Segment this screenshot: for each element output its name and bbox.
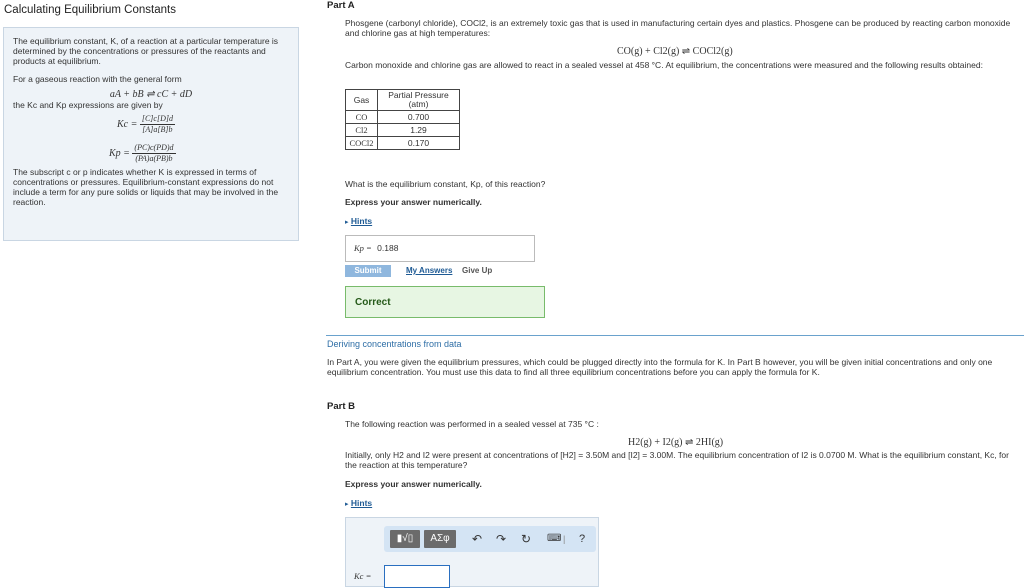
part-a-question: What is the equilibrium constant, Kp, of this reaction? <box>345 179 546 189</box>
sidebar-title: Calculating Equilibrium Constants <box>4 4 176 16</box>
symbols-button[interactable]: ΑΣφ <box>424 530 456 548</box>
my-answers-link[interactable]: My Answers <box>406 266 453 275</box>
kp-fraction <box>132 143 175 164</box>
table-row <box>346 137 460 150</box>
section-text: In Part A, you were given the equilibrium pressures, which could be plugged directly into the formula for K. In Part B however, you will be given initial concentrations and only one equilibrium concentration. You must use this data to find all three equilibrium concentrations before you can apply the formula for K. <box>327 357 993 377</box>
general-equation: aA + bB ⇌ cC + dD <box>109 89 193 100</box>
part-b-title: Part B <box>327 401 355 412</box>
help-button[interactable]: ? <box>579 533 586 545</box>
partial-pressure-table <box>345 89 460 150</box>
part-b-hints-toggle[interactable] <box>345 498 372 508</box>
part-a-answer-box <box>345 235 535 262</box>
part-a-instruction: Express your answer numerically. <box>345 197 482 207</box>
intro-paragraph-1: The equilibrium constant, K, of a reaction at a particular temperature is determined by the concentrations or pressures of the reactants and products at equilibrium. <box>13 36 279 66</box>
kp-lhs: Kp = <box>109 147 130 159</box>
part-a-hints-toggle[interactable] <box>345 216 372 226</box>
part-a-answer-value: 0.188 <box>377 243 399 253</box>
intro-paragraph-3: the Kc and Kp expressions are given by <box>13 100 163 110</box>
part-a-title: Part A <box>327 0 355 11</box>
part-b-answer-editor <box>345 517 599 587</box>
section-divider <box>326 335 1024 336</box>
table-cell-pressure: 1.29 <box>378 124 460 137</box>
intro-paragraph-4: The subscript c or p indicates whether K is expressed in terms of concentrations or pressures. Equilibrium-constant expressions do not include a term for any pure solids or liquids that may be involved in the reaction. <box>13 167 279 207</box>
table-header-pressure: Partial Pressure (atm) <box>378 90 460 111</box>
part-b-hints-link[interactable]: Hints <box>350 498 373 508</box>
caret-right-icon: ▸ <box>345 219 349 226</box>
part-a-answer-label: Kp = <box>354 243 372 253</box>
part-a-intro: Phosgene (carbonyl chloride), COCl2, is an extremely toxic gas that is used in manufacturing certain dyes and plastics. Phosgene can be produced by reacting carbon monoxide and chlorine gas at high temperatures: <box>345 18 1011 38</box>
kp-denominator: (PA)a(PB)b <box>135 154 173 163</box>
table-cell-pressure: 0.170 <box>378 137 460 150</box>
table-header-gas: Gas <box>346 90 378 111</box>
kc-lhs: Kc = <box>117 118 138 130</box>
give-up-link[interactable]: Give Up <box>462 266 493 275</box>
caret-right-icon: ▸ <box>345 501 349 508</box>
kc-denominator: [A]a[B]b <box>142 125 173 134</box>
section-title: Deriving concentrations from data <box>327 339 462 349</box>
kc-expression <box>13 114 289 135</box>
part-a-submit-button[interactable]: Submit <box>345 265 391 277</box>
part-a-hints-link[interactable]: Hints <box>350 216 373 226</box>
undo-icon[interactable]: ↶ <box>472 532 483 546</box>
table-row <box>346 111 460 124</box>
table-cell-gas: CO <box>346 111 378 124</box>
part-a-setup: Carbon monoxide and chlorine gas are allowed to react in a sealed vessel at 458 °C. At equilibrium, the concentrations were measured and the following results obtained: <box>345 60 983 70</box>
part-b-instruction: Express your answer numerically. <box>345 479 482 489</box>
keyboard-icon[interactable]: ⌨ <box>547 533 562 544</box>
redo-icon[interactable]: ↷ <box>496 532 507 546</box>
kc-numerator: [C]c[D]d <box>141 114 173 123</box>
part-b-answer-label: Kc = <box>354 571 372 581</box>
templates-button[interactable]: ▮√▯ <box>390 530 420 548</box>
kc-answer-input[interactable] <box>384 565 450 588</box>
intro-panel <box>3 27 299 241</box>
kp-numerator: (PC)c(PD)d <box>134 143 174 152</box>
table-cell-gas: COCl2 <box>346 137 378 150</box>
table-row <box>346 124 460 137</box>
part-b-intro: The following reaction was performed in a sealed vessel at 735 °C : <box>345 419 599 429</box>
part-a-reaction: CO(g) + Cl2(g) ⇌ COCl2(g) <box>617 46 733 57</box>
feedback-correct: Correct <box>345 286 545 318</box>
toolbar-separator: | <box>563 534 566 544</box>
table-cell-pressure: 0.700 <box>378 111 460 124</box>
reset-icon[interactable]: ↻ <box>521 532 532 546</box>
kp-expression <box>13 143 289 164</box>
table-header-row <box>346 90 460 111</box>
table-cell-gas: Cl2 <box>346 124 378 137</box>
intro-paragraph-2: For a gaseous reaction with the general form <box>13 74 182 84</box>
part-b-reaction: H2(g) + I2(g) ⇌ 2HI(g) <box>628 437 724 448</box>
math-toolbar <box>384 526 596 552</box>
part-b-question: Initially, only H2 and I2 were present at concentrations of [H2] = 3.50M and [I2] = 3.00M. The equilibrium concentration of I2 is 0.0700 M. What is the equilibrium constant, Kc, for the reaction at this temperature? <box>345 450 1009 470</box>
kc-fraction <box>140 114 175 135</box>
